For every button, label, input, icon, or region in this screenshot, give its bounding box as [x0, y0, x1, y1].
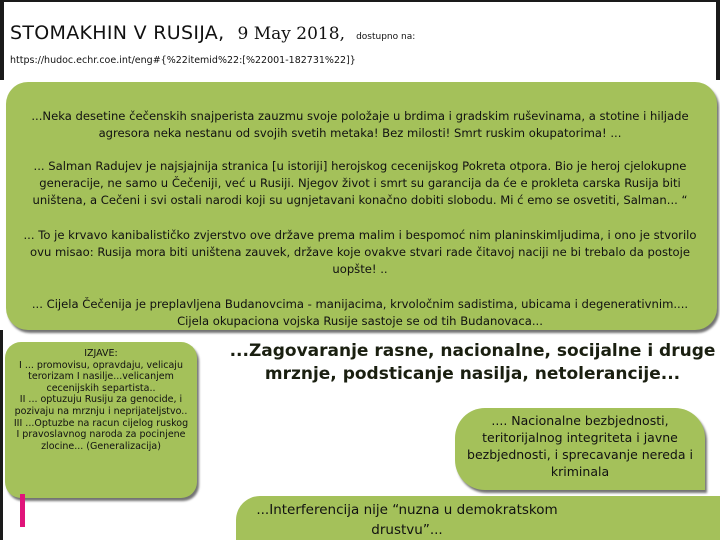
availability-note: dostupno na: [356, 32, 416, 42]
security-panel [455, 408, 705, 490]
izjave-item: II ... optuzuju Rusiju za genocide, i pozivaju na mrznju i neprijateljstvo.. [14, 394, 188, 417]
right-edge-bar [716, 0, 720, 80]
accent-marker [20, 494, 25, 527]
case-date: 9 May 2018, [237, 24, 345, 44]
quote-3: ... To je krvavo kanibalističko zvjerstvo ove države prema malim i bespomoć nim planinskimljudima, i ono je stvorilo ovu misao: Rusija mora biti uništena zauvek, države koje ovakve stvari rade čitavoj naciji ne bi trebalo da postoje uopšte! .. [23, 228, 697, 276]
source-url[interactable]: https://hudoc.echr.coe.int/eng#{%22itemid%22:[%22001-182731%22]} [10, 55, 356, 66]
interference-panel [236, 496, 720, 540]
top-edge-bar [0, 0, 720, 2]
izjave-heading: IZJAVE: [84, 348, 118, 359]
izjave-text [11, 348, 191, 452]
page-title [10, 22, 710, 44]
quote-4: ... Cijela Čečenija je preplavljena Budanovcima - manijacima, krvoločnim sadistima, ubicama i degenerativnim.... Cijela okupaciona vojska Rusije sastoje se od tih Budanovaca... [31, 297, 689, 328]
interference-text: ...Interferencija nije “nuzna u demokratskom drustvu”... [256, 502, 558, 538]
izjave-item: I ... promovisu, opravdaju, velicaju terorizam I nasilje...velicanjem cecenijskih separtista.. [19, 359, 183, 394]
highlight-statement: ...Zagovaranje rasne, nacionalne, socijalne i druge mrznje, podsticanje nasilja, netolerancije... [229, 341, 716, 384]
quote-2: ... Salman Radujev je najsjajnija stranica [u istoriji] herojskog cecenijskog Pokreta otpora. Bio je heroj cjelokupne generacije, ne samo u Čečeniji, već u Rusiji. Njegov život i smrt su garancija da će e prokleta carska Rusija biti uništena, a Cečeni i svi ostali narodi koji su ugnjetavani konačno dobiti slobodu. Mi ć emo se osvetiti, Salman... “ [32, 159, 688, 207]
left-lower-edge-bar [0, 330, 3, 540]
case-title: STOMAKHIN V RUSIJA, [10, 22, 225, 44]
security-text: .... Nacionalne bezbjednosti, teritorijalnog integriteta i javne bezbjednosti, i sprecavanje nereda i kriminala [467, 413, 693, 479]
left-edge-bar [0, 0, 4, 80]
izjave-panel [5, 342, 197, 498]
izjave-item: III ...Optuzbe na racun cijelog ruskog I pravoslavnog naroda za pocinjene zlocine... (Generalizacija) [13, 417, 189, 452]
quote-1: ...Neka desetine čečenskih snajperista zauzmu svoje položaje u brdima i gradskim ruševinama, a stotine i hiljade agresora neka nestanu od svojih svetih metaka! Bez milosti! Smrt ruskim okupatorima! ... [31, 109, 689, 140]
